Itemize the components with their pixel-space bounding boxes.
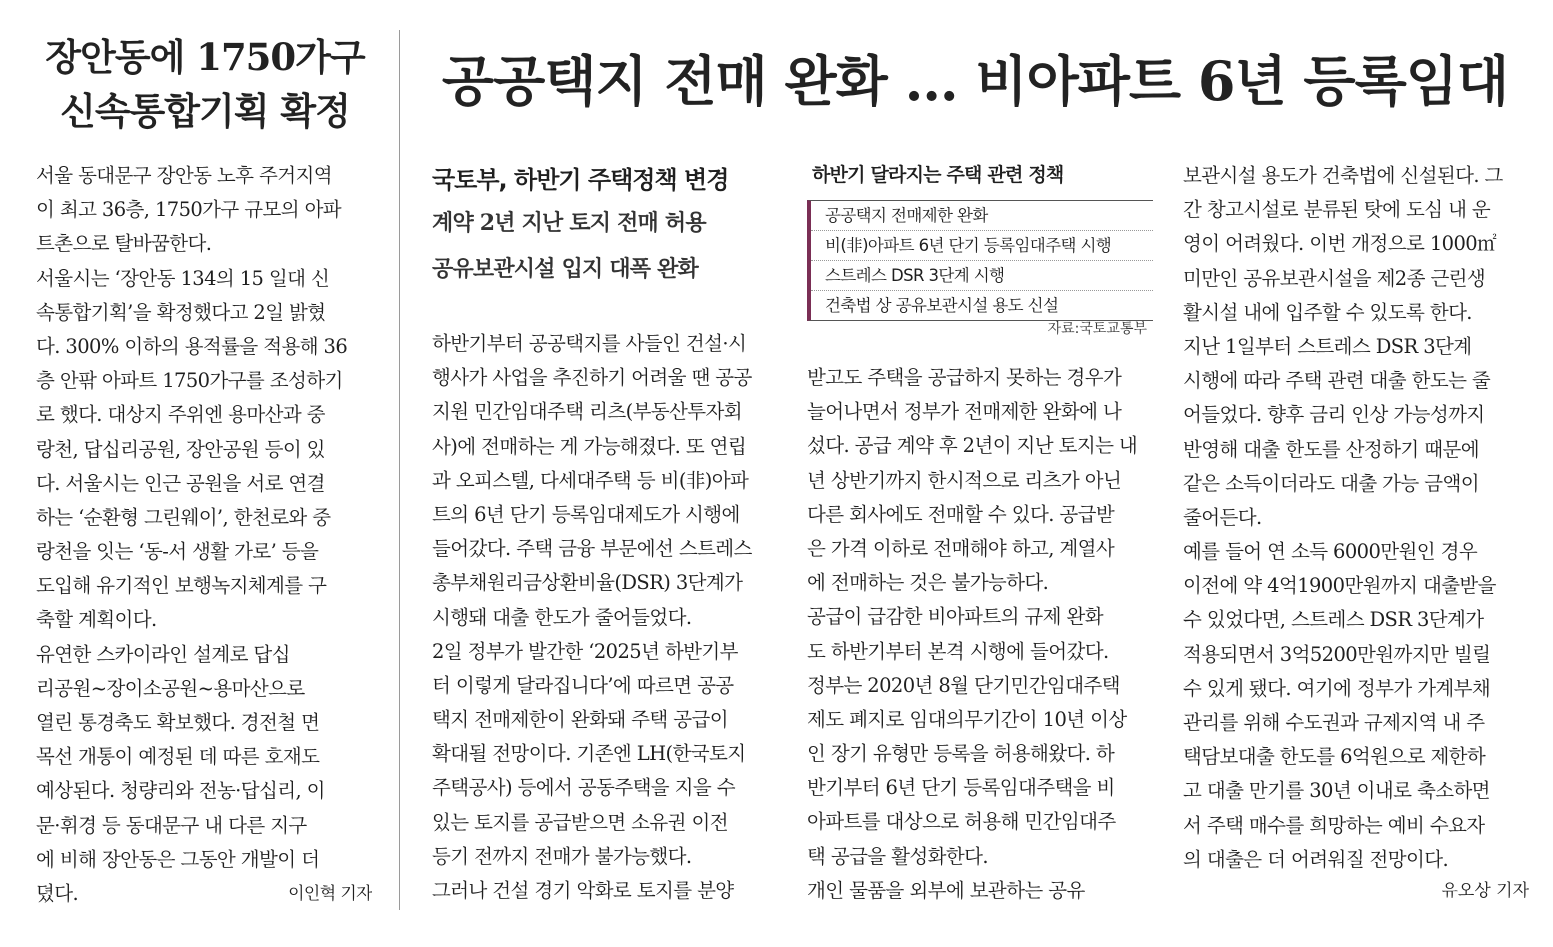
text-line: 간 창고시설로 분류된 탓에 도심 내 운 — [1183, 198, 1491, 222]
text-line: 받고도 주택을 공급하지 못하는 경우가 — [807, 366, 1122, 389]
text-line: 수 있었다면, 스트레스 DSR 3단계가 — [1183, 608, 1484, 632]
text-line: 인 장기 유형만 등록을 허용해왔다. 하 — [807, 742, 1115, 766]
text-line: 반영해 대출 한도를 산정하기 때문에 — [1183, 437, 1479, 461]
text-line: 택지 전매제한이 완화돼 주택 공급이 — [432, 708, 728, 732]
side-title-line: 장안동에 1750가구 — [45, 35, 365, 79]
text-line: 총부채원리금상환비율(DSR) 3단계가 — [432, 571, 743, 595]
text-line: 공급이 급감한 비아파트의 규제 완화 — [807, 605, 1103, 629]
text-line: 2일 정부가 발간한 ‘2025년 하반기부 — [432, 639, 738, 663]
side-title-line: 신속통합기획 확정 — [60, 89, 350, 133]
side-article-body — [36, 159, 372, 911]
text-line: 유연한 스카이라인 설계로 답십 — [36, 642, 290, 666]
text-line: 랑천을 잇는 ‘동-서 생활 가로’ 등을 — [36, 540, 319, 564]
text-line: 그러나 건설 경기 악화로 토지를 분양 — [432, 879, 734, 902]
text-line: 이전에 약 4억1900만원까지 대출받을 — [1183, 574, 1496, 598]
text-line: 행사가 사업을 추진하기 어려울 땐 공공 — [432, 366, 752, 390]
policy-source: 자료:국토교통부 — [1047, 321, 1147, 337]
text-line: 에 전매하는 것은 불가능하다. — [807, 571, 1049, 595]
text-line: 서 주택 매수를 희망하는 예비 수요자 — [1183, 813, 1485, 837]
text-line: 영이 어려웠다. 이번 개정으로 1000㎡ — [1183, 232, 1496, 256]
text-line: 년 상반기까지 한시적으로 리츠가 아닌 — [807, 468, 1122, 492]
policy-item: 스트레스 DSR 3단계 시행 — [811, 261, 1153, 291]
text-line: 열린 통경축도 확보했다. 경전철 면 — [36, 711, 320, 734]
text-line: 지난 1일부터 스트레스 DSR 3단계 — [1183, 334, 1472, 358]
text-line: 관리를 위해 수도권과 규제지역 내 주 — [1183, 711, 1485, 734]
text-line: 보관시설 용도가 건축법에 신설된다. 그 — [1183, 164, 1503, 187]
text-line: 층 안팎 아파트 1750가구를 조성하기 — [36, 369, 343, 393]
text-line: 다. 서울시는 인근 공원을 서로 연결 — [36, 471, 325, 495]
text-line: 시행에 따라 주택 관련 대출 한도는 줄 — [1183, 369, 1491, 393]
text-line: 트의 6년 단기 등록임대제도가 시행에 — [432, 502, 740, 526]
text-line: 사)에 전매하는 게 가능해졌다. 또 연립 — [432, 434, 747, 458]
text-line: 서울시는 ‘장안동 134의 15 일대 신 — [36, 266, 330, 290]
text-line: 택 공급을 활성화한다. — [807, 844, 988, 868]
main-headline: 공공택지 전매 완화 … 비아파트 6년 등록임대 — [441, 49, 1509, 113]
column-divider — [399, 30, 400, 910]
text-line: 어들었다. 향후 금리 인상 가능성까지 — [1183, 403, 1485, 427]
text-line: 주택공사) 등에서 공동주택을 지을 수 — [432, 776, 735, 800]
main-article-column-2 — [807, 361, 1152, 908]
text-line: 고 대출 만기를 30년 이내로 축소하면 — [1183, 779, 1490, 803]
policy-item: 비(非)아파트 6년 단기 등록임대주택 시행 — [811, 231, 1153, 261]
text-line: 리공원~장이소공원~용마산으로 — [36, 676, 305, 700]
text-line: 다른 회사에도 전매할 수 있다. 공급받 — [807, 502, 1115, 526]
text-line: 섰다. 공급 계약 후 2년이 지난 토지는 내 — [807, 434, 1138, 458]
text-line: 하는 ‘순환형 그린웨이’, 한천로와 중 — [36, 505, 331, 529]
text-line: 에 비해 장안동은 그동안 개발이 더 — [36, 847, 320, 871]
text-line: 이 최고 36층, 1750가구 규모의 아파 — [36, 198, 342, 222]
subhead-tertiary: 공유보관시설 입지 대폭 완화 — [432, 256, 699, 282]
text-line: 다. 300% 이하의 용적률을 적용해 36 — [36, 334, 348, 358]
text-line: 하반기부터 공공택지를 사들인 건설·시 — [432, 332, 747, 355]
text-line: 줄어든다. — [1183, 505, 1262, 529]
text-line: 은 가격 이하로 전매해야 하고, 계열사 — [807, 536, 1115, 560]
main-byline: 유오상 기자 — [1441, 881, 1529, 901]
text-line: 시행돼 대출 한도가 줄어들었다. — [432, 605, 692, 629]
text-line: 수 있게 됐다. 여기에 정부가 가계부채 — [1183, 676, 1491, 700]
side-article-title — [40, 30, 370, 138]
side-last-line-row — [36, 877, 372, 911]
text-line: 활시설 내에 입주할 수 있도록 한다. — [1183, 300, 1472, 324]
text-line: 미만인 공유보관시설을 제2종 근린생 — [1183, 266, 1486, 290]
text-line: 의 대출은 더 어려워질 전망이다. — [1183, 847, 1449, 871]
text-line: 예상된다. 청량리와 전농·답십리, 이 — [36, 779, 325, 803]
text-line: 트촌으로 탈바꿈한다. — [36, 232, 212, 256]
main-article-column-3 — [1183, 159, 1528, 877]
text-line: 택담보대출 한도를 6억원으로 제한하 — [1183, 745, 1486, 769]
text-line: 도 하반기부터 본격 시행에 들어갔다. — [807, 639, 1109, 663]
text-line: 서울 동대문구 장안동 노후 주거지역 — [36, 164, 332, 187]
text-line: 뎠다. — [36, 881, 79, 905]
text-line: 목선 개통이 예정된 데 따른 호재도 — [36, 745, 320, 769]
text-line: 늘어나면서 정부가 전매제한 완화에 나 — [807, 400, 1122, 424]
text-line: 도입해 유기적인 보행녹지체계를 구 — [36, 574, 327, 598]
text-line: 문·휘경 등 동대문구 내 다른 지구 — [36, 813, 307, 837]
text-line: 로 했다. 대상지 주위엔 용마산과 중 — [36, 403, 325, 427]
text-line: 제도 폐지로 임대의무기간이 10년 이상 — [807, 707, 1127, 731]
text-line: 있는 토지를 공급받으면 소유권 이전 — [432, 810, 728, 834]
text-line: 반기부터 6년 단기 등록임대주택을 비 — [807, 776, 1115, 800]
text-line: 아파트를 대상으로 허용해 민간임대주 — [807, 810, 1116, 834]
policy-item: 공공택지 전매제한 완화 — [811, 201, 1153, 231]
main-article-column-1 — [432, 327, 777, 908]
policy-box — [807, 200, 1153, 321]
subhead-primary: 국토부, 하반기 주택정책 변경 — [432, 166, 729, 194]
text-line: 등기 전까지 전매가 불가능했다. — [432, 844, 692, 868]
text-line: 속통합기획’을 확정했다고 2일 밝혔 — [36, 300, 326, 324]
text-line: 개인 물품을 외부에 보관하는 공유 — [807, 878, 1085, 902]
policy-box-title: 하반기 달라지는 주택 관련 정책 — [812, 164, 1064, 186]
side-byline: 이인혁 기자 — [288, 883, 372, 904]
text-line: 축할 계획이다. — [36, 608, 157, 632]
text-line: 터 이렇게 달라집니다’에 따르면 공공 — [432, 673, 734, 697]
subhead-secondary: 계약 2년 지난 토지 전매 허용 — [432, 210, 706, 236]
text-line: 적용되면서 3억5200만원까지만 빌릴 — [1183, 642, 1491, 666]
text-line: 정부는 2020년 8월 단기민간임대주택 — [807, 673, 1120, 697]
text-line: 확대될 전망이다. 기존엔 LH(한국토지 — [432, 742, 746, 766]
text-line: 같은 소득이더라도 대출 가능 금액이 — [1183, 471, 1479, 495]
text-line: 예를 들어 연 소득 6000만원인 경우 — [1183, 540, 1478, 564]
text-line: 들어갔다. 주택 금융 부문에선 스트레스 — [432, 537, 752, 561]
text-line: 랑천, 답십리공원, 장안공원 등이 있 — [36, 437, 325, 461]
text-line: 지원 민간임대주택 리츠(부동산투자회 — [432, 400, 742, 424]
text-line: 과 오피스텔, 다세대주택 등 비(非)아파 — [432, 468, 749, 492]
policy-item: 건축법 상 공유보관시설 용도 신설 — [825, 296, 1059, 315]
